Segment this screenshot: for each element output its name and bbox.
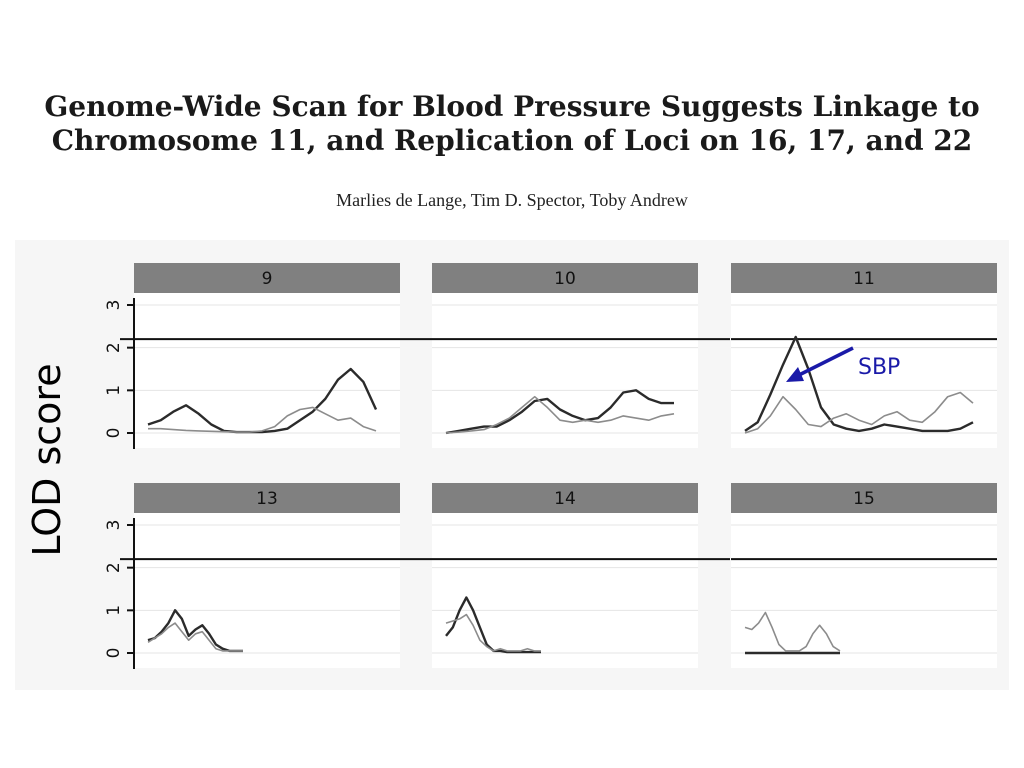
paper-title xyxy=(0,90,1024,158)
y-tick-label: 0 xyxy=(104,647,124,659)
y-tick-label: 3 xyxy=(104,299,124,311)
y-tick-label: 2 xyxy=(104,342,124,354)
y-tick-label: 0 xyxy=(104,427,124,439)
y-tick-label: 3 xyxy=(104,519,124,531)
lod-score-chart xyxy=(15,240,1009,690)
lod-figure xyxy=(15,240,1009,690)
title-line-1: Genome-Wide Scan for Blood Pressure Suggests Linkage to xyxy=(44,90,980,123)
title-line-2: Chromosome 11, and Replication of Loci on 16, 17, and 22 xyxy=(51,124,973,157)
panel-plot-area xyxy=(432,293,698,448)
panel-strip-label: 15 xyxy=(853,489,875,509)
panel-strip-label: 11 xyxy=(853,269,875,289)
y-tick-label: 2 xyxy=(104,562,124,574)
y-tick-label: 1 xyxy=(104,604,124,616)
sbp-annotation-label: SBP xyxy=(858,355,901,380)
panel-strip-label: 13 xyxy=(256,489,278,509)
panel-plot-area xyxy=(432,513,698,668)
panel-strip-label: 14 xyxy=(554,489,576,509)
paper-authors: Marlies de Lange, Tim D. Spector, Toby Andrew xyxy=(336,190,688,210)
panel-plot-area xyxy=(134,513,400,668)
panel-strip-label: 10 xyxy=(554,269,576,289)
panel-strip-label: 9 xyxy=(261,269,273,289)
y-axis-label: LOD score xyxy=(25,363,69,557)
panel-plot-area xyxy=(731,513,997,668)
y-tick-label: 1 xyxy=(104,384,124,396)
